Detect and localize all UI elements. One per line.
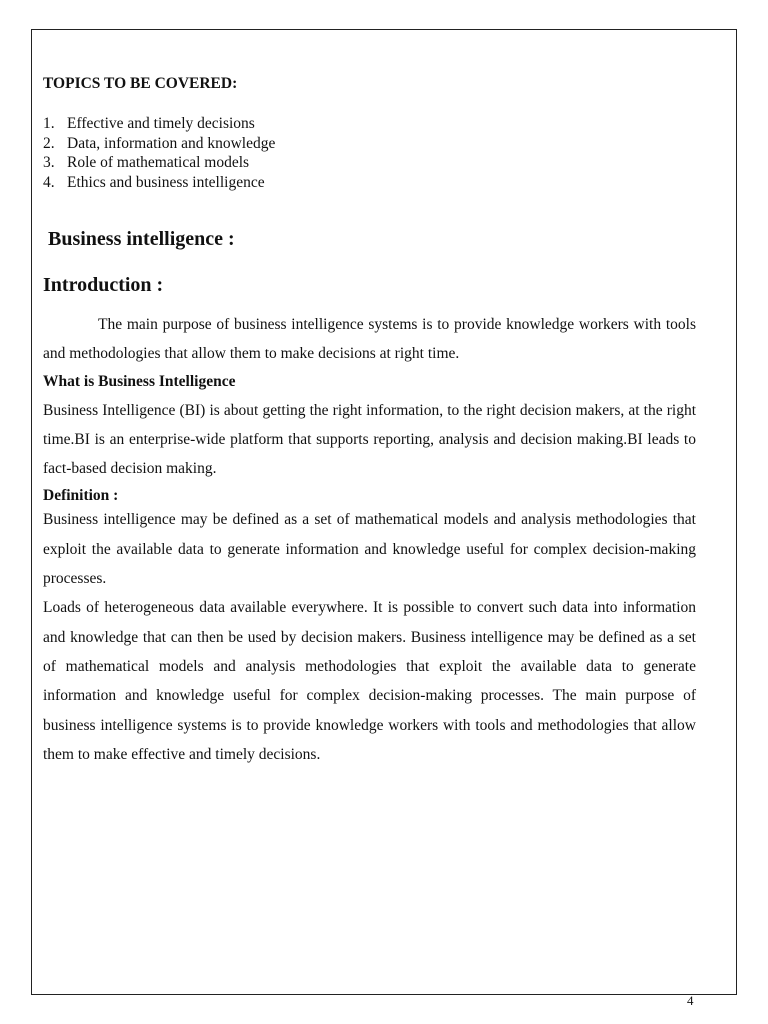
definition-heading: Definition :	[43, 487, 119, 505]
topic-item	[43, 134, 696, 154]
heterogeneous-data-paragraph: Loads of heterogeneous data available everywhere. It is possible to convert such data into information and knowledge that can then be used by decision makers. Business intelligence may be defined as a set of mathematical models and analysis methodologies that exploit the available data to generate information and knowledge useful for complex decision-making processes. The main purpose of business intelligence systems is to provide knowledge workers with tools and methodologies that allow them to make effective and timely decisions.	[43, 599, 696, 763]
definition-paragraph: Business intelligence may be defined as a set of mathematical models and analysis methodologies that exploit the available data to generate information and knowledge useful for complex decision-making processes.	[43, 511, 696, 588]
topic-item	[43, 114, 696, 134]
topics-list	[43, 114, 696, 192]
topic-number: 1.	[43, 115, 55, 132]
topic-text: Role of mathematical models	[67, 154, 250, 171]
topic-number: 4.	[43, 173, 55, 191]
document-body	[43, 70, 696, 769]
what-is-bi-paragraph: Business Intelligence (BI) is about getting the right information, to the right decision makers, at the right time.BI is an enterprise-wide platform that supports reporting, analysis and decision making.BI leads to fact-based decision making.	[43, 401, 696, 478]
introduction-heading: Introduction :	[43, 274, 164, 296]
topic-number: 3.	[43, 154, 55, 171]
page-number: 4	[687, 993, 694, 1008]
what-is-bi-heading: What is Business Intelligence	[43, 372, 236, 390]
topic-text: Effective and timely decisions	[67, 115, 255, 132]
topic-item	[43, 173, 696, 193]
topic-number: 2.	[43, 134, 55, 152]
topic-item	[43, 153, 696, 173]
section-title: Business intelligence :	[48, 228, 235, 250]
topic-text: Data, information and knowledge	[67, 134, 276, 152]
introduction-paragraph: The main purpose of business intelligence systems is to provide knowledge workers with tools and methodologies that allow them to make decisions at right time.	[43, 316, 696, 363]
topic-text: Ethics and business intelligence	[67, 173, 265, 191]
topics-heading: TOPICS TO BE COVERED:	[43, 75, 238, 92]
